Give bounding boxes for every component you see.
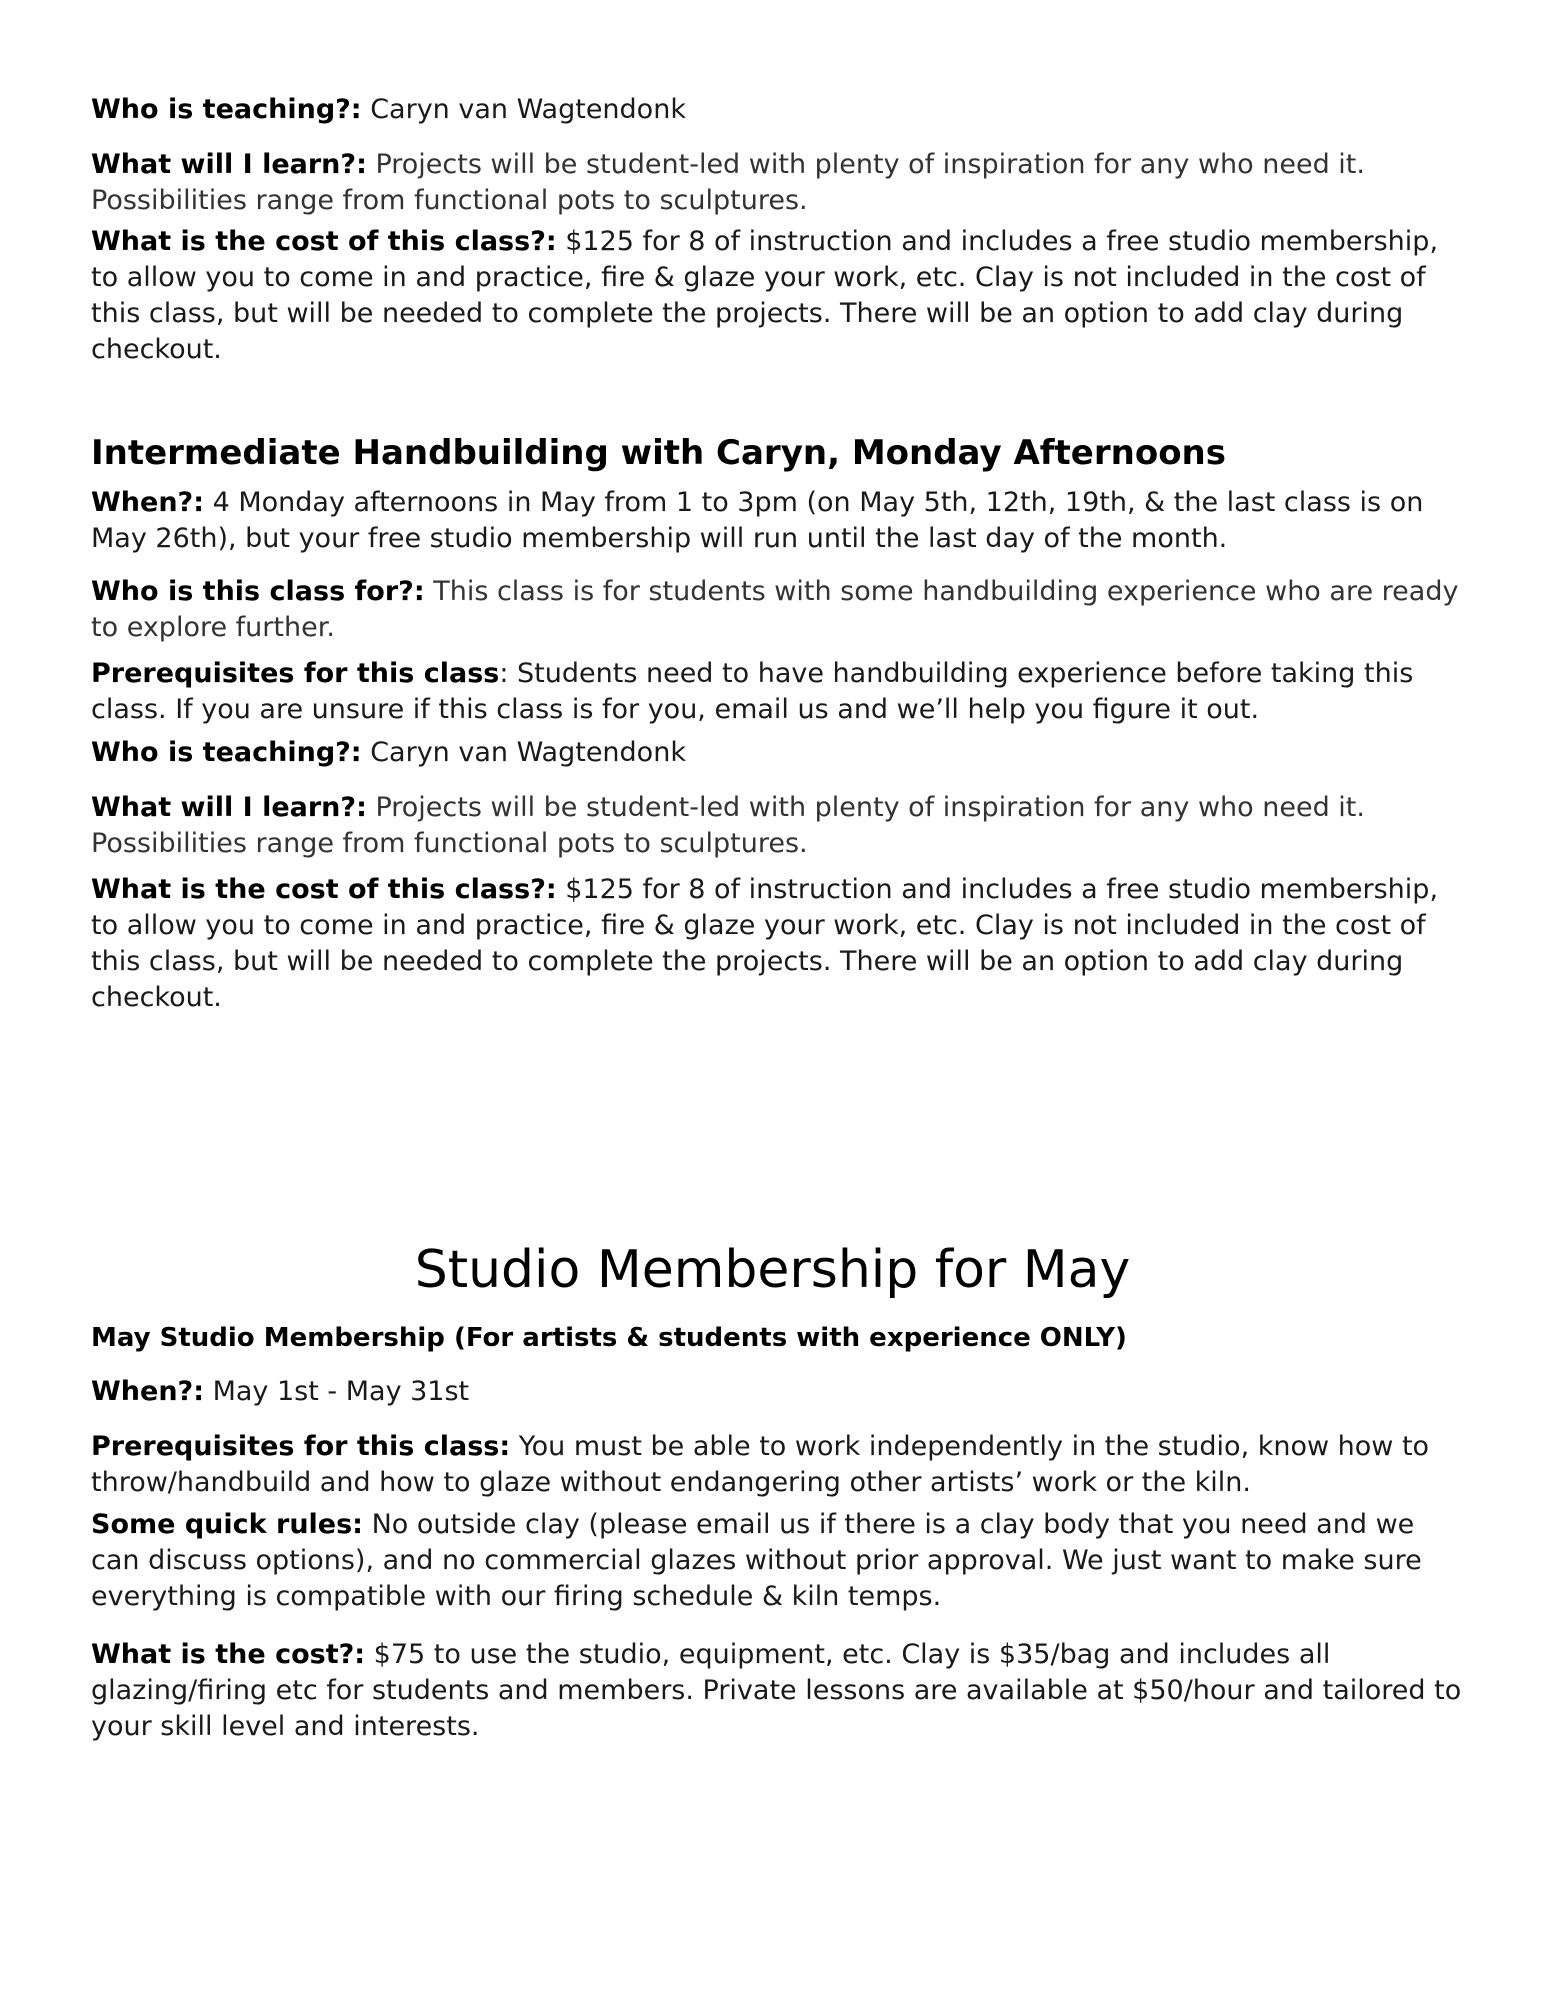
teacher-label: Who is teaching?: bbox=[91, 737, 362, 768]
prerequisites-paragraph bbox=[91, 656, 1471, 728]
rules-value: No outside clay (please email us if there is a clay body that you need and we can discuss options), and no commercial glazes without prior approval. We just want to make sure everything is compatible with our firing schedule & kiln temps. bbox=[91, 1509, 1422, 1612]
membership-prerequisites-paragraph bbox=[91, 1429, 1471, 1501]
when-paragraph bbox=[91, 485, 1471, 557]
rules-paragraph bbox=[91, 1507, 1471, 1615]
teacher-value: Caryn van Wagtendonk bbox=[361, 94, 686, 125]
teacher-paragraph bbox=[91, 92, 1471, 128]
audience-label: Who is this class for?: bbox=[91, 576, 425, 607]
learn-label: What will I learn?: bbox=[91, 149, 367, 180]
membership-when-label: When?: bbox=[91, 1376, 204, 1407]
teacher-label: Who is teaching?: bbox=[91, 94, 362, 125]
learn-paragraph bbox=[91, 147, 1471, 219]
membership-prerequisites-label: Prerequisites for this class: bbox=[91, 1431, 511, 1462]
membership-cost-label: What is the cost?: bbox=[91, 1639, 366, 1670]
membership-cost-value: $75 to use the studio, equipment, etc. Clay is $35/bag and includes all glazing/firing etc for students and members. Private lessons are available at $50/hour and tailored to your skill level and interests. bbox=[91, 1639, 1462, 1742]
teacher-value: Caryn van Wagtendonk bbox=[361, 737, 686, 768]
prerequisites-label: Prerequisites for this class bbox=[91, 658, 500, 689]
prerequisites-value: : Students need to have handbuilding experience before taking this class. If you are unsure if this class is for you, email us and we’ll help you figure it out. bbox=[91, 658, 1414, 725]
cost-label: What is the cost of this class?: bbox=[91, 874, 557, 905]
membership-cost-paragraph bbox=[91, 1637, 1471, 1745]
learn-value: Projects will be student-led with plenty of inspiration for any who need it. Possibilities range from functional pots to sculptures. bbox=[91, 149, 1365, 216]
learn-value: Projects will be student-led with plenty of inspiration for any who need it. Possibilities range from functional pots to sculptures. bbox=[91, 792, 1365, 859]
cost-paragraph bbox=[91, 224, 1471, 368]
cost-value: $125 for 8 of instruction and includes a free studio membership, to allow you to come in and practice, fire & glaze your work, etc. Clay is not included in the cost of this class, but will be needed to complete the projects. There will be an option to add clay during checkout. bbox=[91, 226, 1439, 365]
learn-label: What will I learn?: bbox=[91, 792, 367, 823]
cost-label: What is the cost of this class?: bbox=[91, 226, 557, 257]
teacher-paragraph bbox=[91, 735, 1471, 771]
audience-paragraph bbox=[91, 574, 1471, 646]
membership-subtitle: May Studio Membership (For artists & students with experience ONLY) bbox=[91, 1323, 1127, 1353]
membership-when-value: May 1st - May 31st bbox=[204, 1376, 470, 1407]
when-label: When?: bbox=[91, 487, 204, 518]
cost-paragraph bbox=[91, 872, 1471, 1016]
membership-prerequisites-value: You must be able to work independently in the studio, know how to throw/handbuild and how to glaze without endangering other artists’ work or the kiln. bbox=[91, 1431, 1430, 1498]
membership-section-title: Studio Membership for May bbox=[414, 1240, 1131, 1300]
rules-label: Some quick rules: bbox=[91, 1509, 363, 1540]
audience-value: This class is for students with some handbuilding experience who are ready to explore further. bbox=[91, 576, 1459, 643]
when-value: 4 Monday afternoons in May from 1 to 3pm (on May 5th, 12th, 19th, & the last class is on May 26th), but your free studio membership will run until the last day of the month. bbox=[91, 487, 1424, 554]
cost-value: $125 for 8 of instruction and includes a free studio membership, to allow you to come in and practice, fire & glaze your work, etc. Clay is not included in the cost of this class, but will be needed to complete the projects. There will be an option to add clay during checkout. bbox=[91, 874, 1439, 1013]
learn-paragraph bbox=[91, 790, 1471, 862]
membership-when-paragraph bbox=[91, 1374, 1471, 1410]
class-title: Intermediate Handbuilding with Caryn, Monday Afternoons bbox=[91, 433, 1226, 473]
